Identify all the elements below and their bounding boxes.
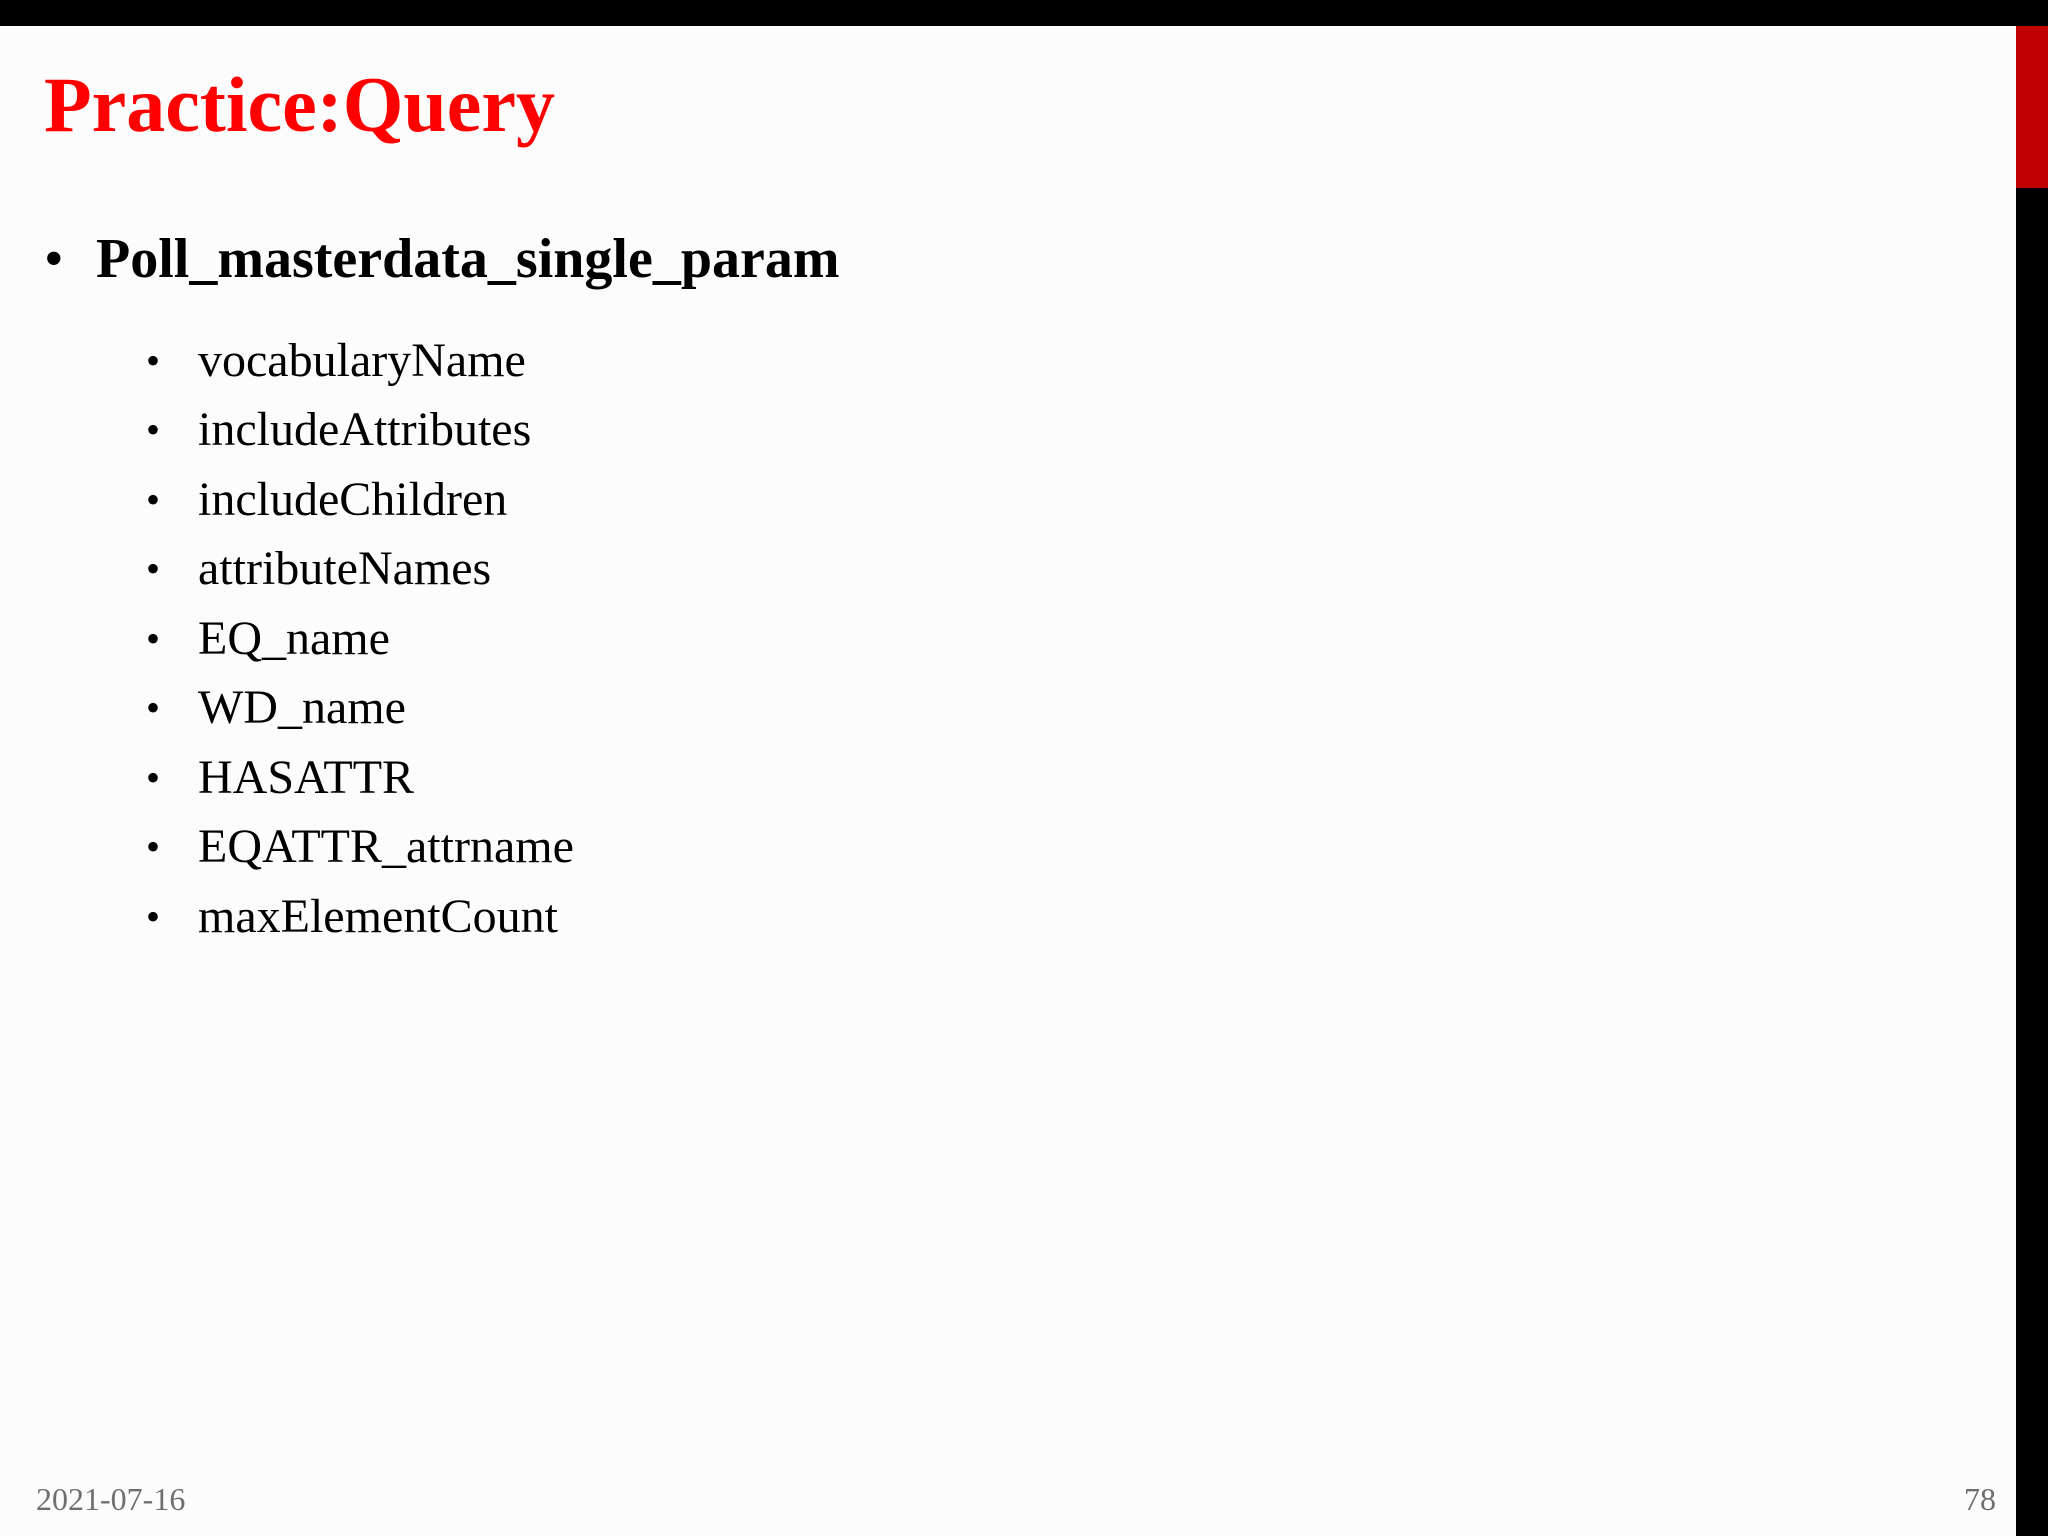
footer-date: 2021-07-16 — [36, 1481, 186, 1517]
bullet-marker: • — [44, 228, 64, 290]
sub-bullet-item — [146, 882, 574, 952]
sub-bullet-item — [146, 465, 574, 535]
bullet-marker: • — [146, 407, 161, 453]
sub-bullet-text: includeAttributes — [198, 403, 532, 457]
red-accent-bar — [2016, 26, 2048, 188]
main-bullet-item — [44, 226, 839, 293]
bullet-marker: • — [146, 754, 161, 800]
sub-bullet-text: WD_name — [198, 681, 406, 735]
right-frame-strip — [2016, 26, 2048, 1536]
sub-bullet-text: includeChildren — [198, 472, 508, 526]
top-frame-bar — [0, 0, 2048, 26]
main-bullet-text: Poll_masterdata_single_param — [96, 228, 840, 290]
bullet-marker: • — [146, 824, 161, 870]
bullet-marker: • — [146, 546, 161, 592]
sub-bullet-text: EQ_name — [198, 611, 390, 665]
slide-title: Practice:Query — [44, 61, 556, 148]
slide-page-number: 78 — [1964, 1481, 1996, 1517]
bullet-marker: • — [146, 893, 161, 939]
sub-bullet-text: EQATTR_attrname — [198, 820, 574, 874]
sub-bullet-list — [146, 326, 574, 952]
bullet-marker: • — [146, 685, 161, 731]
sub-bullet-item — [146, 813, 574, 883]
bullet-marker: • — [146, 337, 161, 383]
sub-bullet-text: HASATTR — [198, 750, 415, 804]
sub-bullet-text: attributeNames — [198, 542, 492, 596]
sub-bullet-text: vocabularyName — [198, 333, 526, 387]
sub-bullet-item — [146, 535, 574, 605]
sub-bullet-item — [146, 743, 574, 813]
bullet-marker: • — [146, 615, 161, 661]
sub-bullet-text: maxElementCount — [198, 889, 558, 943]
sub-bullet-item — [146, 396, 574, 466]
presentation-slide — [0, 26, 2016, 1536]
sub-bullet-item — [146, 674, 574, 744]
sub-bullet-item — [146, 326, 574, 396]
bullet-marker: • — [146, 476, 161, 522]
sub-bullet-item — [146, 604, 574, 674]
